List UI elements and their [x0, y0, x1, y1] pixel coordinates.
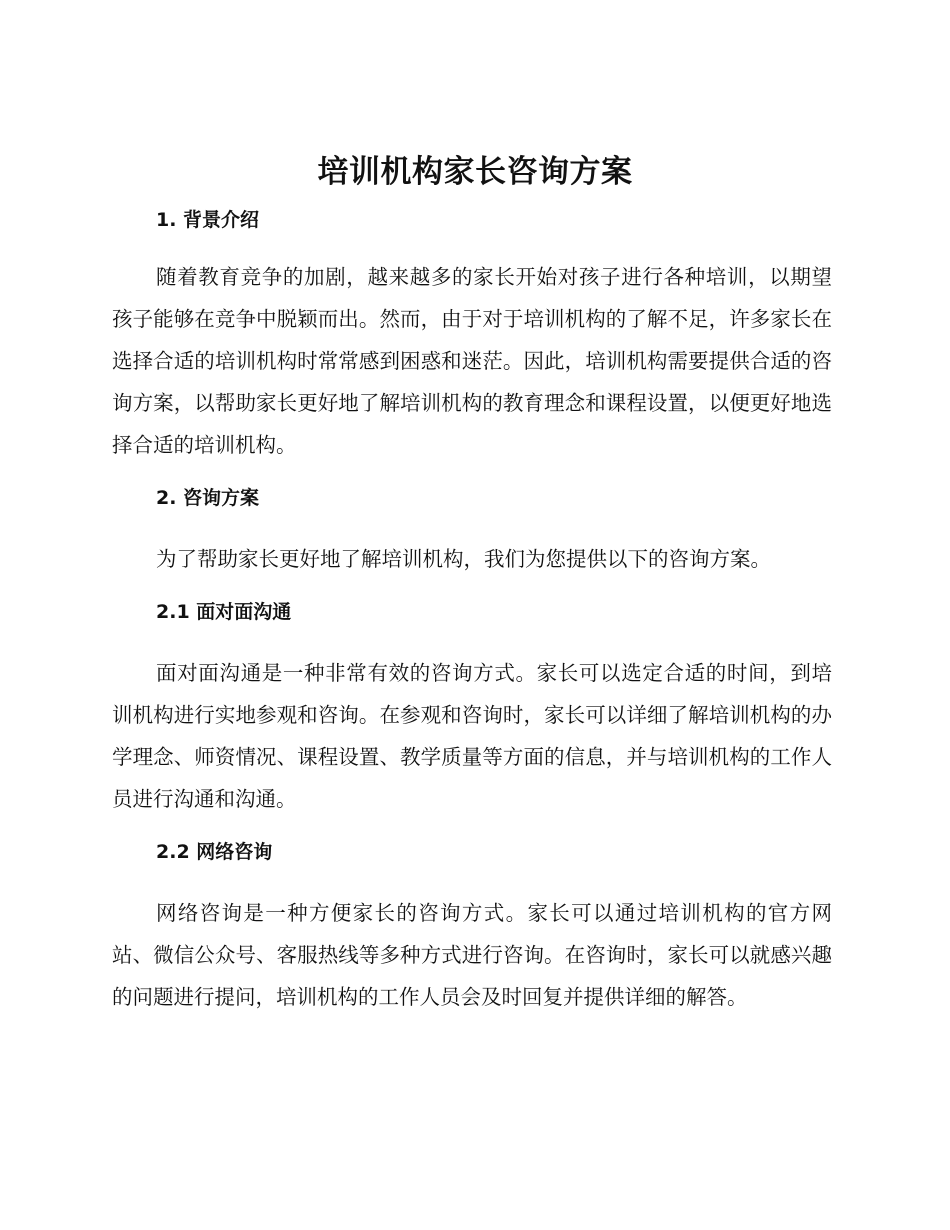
section-paragraph-face-to-face: 面对面沟通是一种非常有效的咨询方式。家长可以选定合适的时间，到培训机构进行实地参观和咨询。在参观和咨询时，家长可以详细了解培训机构的办学理念、师资情况、课程设置、教学质量等方面的信息，并与培训机构的工作人员进行沟通和沟通。: [112, 661, 832, 811]
page-title: 培训机构家长咨询方案: [317, 154, 633, 190]
section-paragraph-online: 网络咨询是一种方便家长的咨询方式。家长可以通过培训机构的官方网站、微信公众号、客服热线等多种方式进行咨询。在咨询时，家长可以就感兴趣的问题进行提问，培训机构的工作人员会及时回复并提供详细的解答。: [112, 901, 832, 1009]
section-paragraph-consulting-plan: 为了帮助家长更好地了解培训机构，我们为您提供以下的咨询方案。: [156, 547, 771, 571]
section-heading-online: 2.2 网络咨询: [156, 841, 273, 863]
section-heading-consulting-plan: 2. 咨询方案: [156, 487, 260, 509]
section-heading-background: 1. 背景介绍: [156, 209, 260, 231]
document-body: [112, 200, 832, 1018]
section-heading-face-to-face: 2.1 面对面沟通: [156, 601, 292, 623]
section-paragraph-background: 随着教育竞争的加剧，越来越多的家长开始对孩子进行各种培训，以期望孩子能够在竞争中脱颖而出。然而，由于对于培训机构的了解不足，许多家长在选择合适的培训机构时常常感到困惑和迷茫。因此，培训机构需要提供合适的咨询方案，以帮助家长更好地了解培训机构的教育理念和课程设置，以便更好地选择合适的培训机构。: [112, 265, 832, 457]
